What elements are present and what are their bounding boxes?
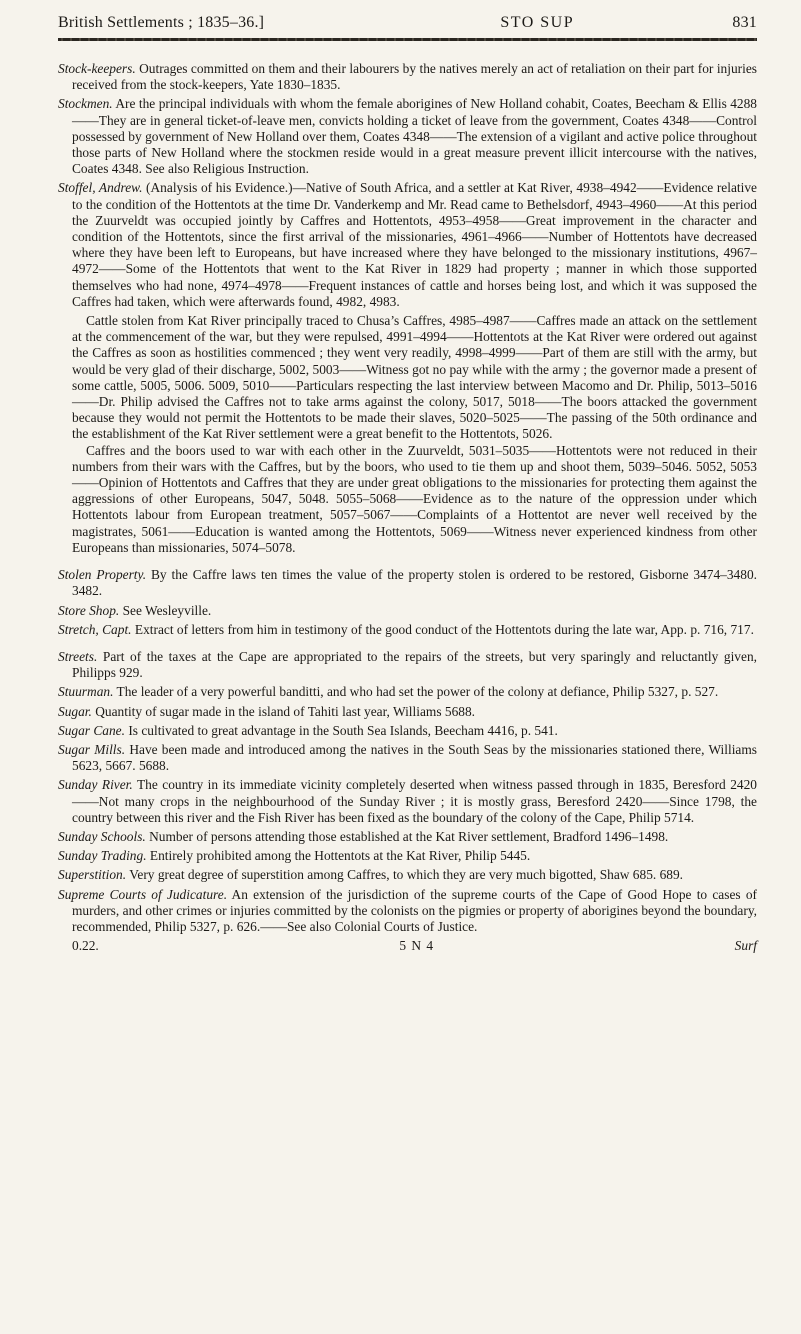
entry-term: Store Shop. <box>58 602 120 618</box>
index-entry <box>58 867 757 883</box>
entry-term: Stock-keepers. <box>58 61 136 76</box>
index-entry <box>58 742 757 774</box>
entry-text: Entirely prohibited among the Hottentots at the Kat River, Philip 5445. <box>149 848 531 864</box>
page-number: 831 <box>732 14 757 31</box>
entry-text: Outrages committed on them and their labourers by the natives merely an act of retaliation on their part for injuries received from the stock-keepers, Yate 1830–1835. <box>72 61 757 93</box>
index-entries <box>58 61 757 935</box>
entry-term: Superstition. <box>58 867 127 883</box>
entry-text: Are the principal individuals with whom the female aborigines of New Holland cohabit, Coates, Beecham & Ellis 4288——They are in general ticket-of-leave men, convicts holding a ticket of leave from the government, Coates 4348——Control possessed by government of New Holland over them, Coates 4348——The extension of a vigilant and active police throughout those parts of New Holland where the stockmen reside would in a great measure prevent illicit intercourse with the natives, Coates 4348. See also Religious Instruction. <box>72 96 758 177</box>
entry-term: Sugar Mills. <box>58 741 126 757</box>
entry-term: Stoffel, Andrew. <box>58 180 143 196</box>
entry-text: The leader of a very powerful banditti, and who had set the power of the colony at defiance, Philip 5327, p. 527. <box>116 684 719 700</box>
entry-term: Stretch, Capt. <box>58 621 132 637</box>
entry-text: Extract of letters from him in testimony of the good conduct of the Hottentots during the late war, App. p. 716, 717. <box>134 621 754 637</box>
index-entry <box>58 622 757 638</box>
index-entry <box>58 887 757 936</box>
index-entry <box>58 96 757 177</box>
index-entry <box>58 603 757 619</box>
index-entry <box>58 848 757 864</box>
entry-text: By the Caffre laws ten times the value of the property stolen is ordered to be restored, Gisborne 3474–3480. 3482. <box>72 567 757 599</box>
entry-term: Streets. <box>58 648 98 664</box>
entry-term: Sugar. <box>58 703 92 719</box>
index-entry <box>58 829 757 845</box>
index-entry <box>58 723 757 739</box>
entry-text: See Wesleyville. <box>122 602 212 618</box>
entry-term: Sunday Trading. <box>58 848 147 864</box>
running-head <box>58 14 757 32</box>
entry-text: Number of persons attending those established at the Kat River settlement, Bradford 1496–1498. <box>149 828 669 844</box>
index-entry <box>58 649 757 681</box>
page-footer <box>58 938 757 954</box>
entry-text: (Analysis of his Evidence.)—Native of South Africa, and a settler at Kat River, 4938–4942——Evidence relative to the condition of the Hottentots at the time Dr. Vanderkemp and Mr. Read came to Bethelsdorf, 4943–4960——At this period the Zuurveldt was occupied jointly by Caffres and Hottentots, 4953–4958——Great improvement in the character and condition of the Hottentots, since the first arrival of the missionaries, 4961–4966——Number of Hottentots have decreased where they have been left to Europeans, but have increased where they have belonged to the missionary institutions, 4967–4972——Some of the Hottentots that went to the Kat River in 1829 had property ; manner in which those supported themselves who had none, 4974–4978——Frequent instances of cattle and horses being lost, and which it was supposed the Caffres had taken, which were afterwards found, 4982, 4983. <box>72 180 757 309</box>
entry-paragraph: Caffres and the boors used to war with each other in the Zuurveldt, 5031–5035——Hottentots were not reduced in their numbers from their wars with the Caffres, but by the boors, who used to tie them up and shoot them, 5039–5046. 5052, 5053——Opinion of Hottentots and Caffres that they are under great obligations to the missionaries for protecting them against the aggressions of other Europeans, 5047, 5048. 5055–5068——Evidence as to the nature of the oppression under which Hottentots labour from European treatment, 5057–5067——Complaints of a Hottentot are never well received by the magistrates, 5061——Education is wanted among the Hottentots, 5069——Witness never experienced kindness from other Europeans than missionaries, 5074–5078. <box>72 442 757 555</box>
entry-text: Part of the taxes at the Cape are appropriated to the repairs of the streets, but very sparingly and reluctantly given, Philipps 929. <box>72 648 757 681</box>
entry-text: The country in its immediate vicinity completely deserted when witness passed through in 1835, Beresford 2420——Not many crops in the neighbourhood of the Sunday River ; it is mostly grass, Beresford 2420——Since 1798, the country between this river and the Fish River has been fixed as the boundary of the colony of the Cape, Philip 5714. <box>72 777 757 825</box>
index-entry <box>58 61 757 93</box>
entry-term: Stolen Property. <box>58 567 147 583</box>
catchword: Surf <box>734 938 757 954</box>
entry-text: Very great degree of superstition among Caffres, to which they are very much bigotted, Shaw 685. 689. <box>129 867 684 883</box>
index-entry <box>58 684 757 700</box>
entry-term: Sunday River. <box>58 777 133 793</box>
entry-term: Supreme Courts of Judicature. <box>58 886 228 902</box>
entry-text: Have been made and introduced among the natives in the South Seas by the missionaries stationed there, Williams 5623, 5667. 5688. <box>72 741 757 774</box>
footer-number: 0.22. <box>72 938 99 954</box>
index-range: STO SUP <box>500 14 575 31</box>
entry-term: Stockmen. <box>58 96 113 112</box>
signature-mark: 5 N 4 <box>399 938 435 954</box>
index-entry <box>58 777 757 826</box>
header-rule <box>58 38 757 41</box>
section-title: British Settlements ; 1835–36.] <box>58 14 265 31</box>
index-entry <box>58 180 757 310</box>
entry-paragraph: Cattle stolen from Kat River principally traced to Chusa’s Caffres, 4985–4987——Caffres made an attack on the settlement at the commencement of the war, but they were repulsed, 4991–4994——Hottentots at the Kat River were ordered out against the Caffres as soon as hostilities commenced ; they went very readily, 4998–4999——Part of them are still with the army, but would be very glad of their discharge, 5002, 5003——Witness got no pay while with the army ; the governor made a present of some cattle, 5005, 5006. 5009, 5010——Particulars respecting the last interview between Macomo and Dr. Philip, 5013–5016——Dr. Philip advised the Caffres not to take arms against the colony, 5017, 5018——The boors attacked the government because they would not permit the Hottentots to be made their slaves, 5020–5025——The passing of the 50th ordinance and the establishment of the Kat River settlement were a great benefit to the Hottentots, 5026. <box>72 313 757 442</box>
index-entry <box>58 704 757 720</box>
entry-term: Sugar Cane. <box>58 722 125 738</box>
entry-text: Is cultivated to great advantage in the South Sea Islands, Beecham 4416, p. 541. <box>128 722 558 738</box>
entry-text: Quantity of sugar made in the island of Tahiti last year, Williams 5688. <box>95 703 476 719</box>
entry-text: An extension of the jurisdiction of the supreme courts of the Cape of Good Hope to cases of murders, and other crimes or injuries committed by the colonists on the pigmies or property of aborigines beyond the boundary, recommended, Philip 5327, p. 626.——See also Colonial Courts of Justice. <box>72 886 757 934</box>
entry-term: Stuurman. <box>58 684 114 700</box>
entry-term: Sunday Schools. <box>58 828 146 844</box>
index-entry <box>58 567 757 599</box>
